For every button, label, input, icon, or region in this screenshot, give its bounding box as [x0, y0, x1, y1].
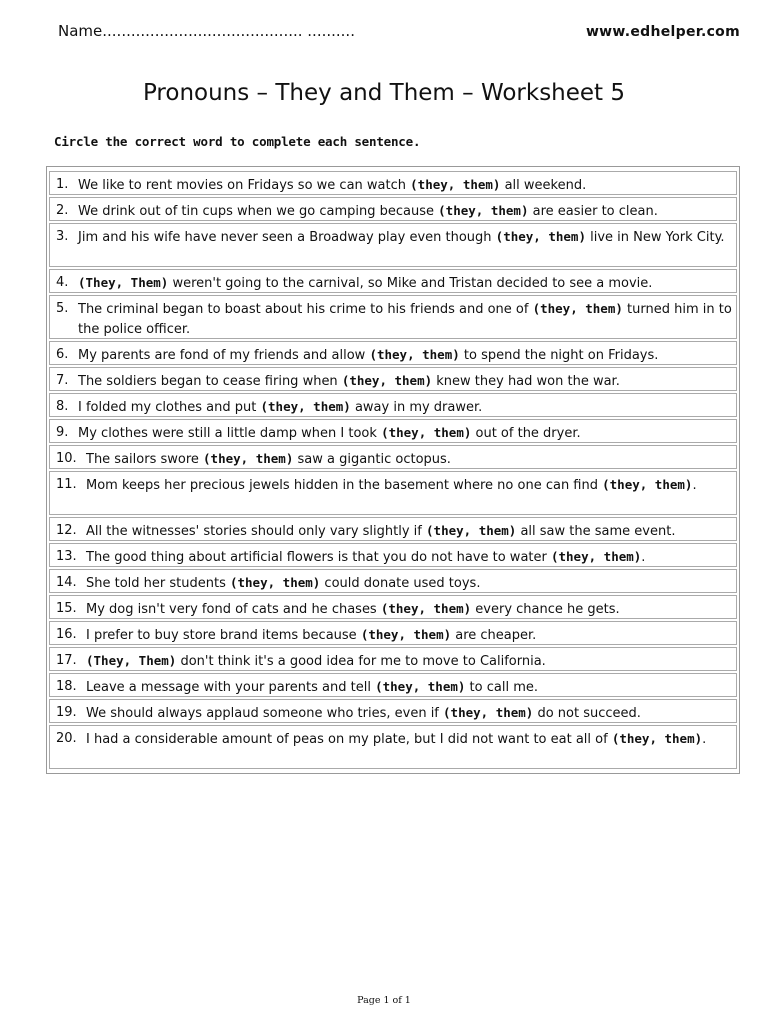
question-row [49, 647, 737, 671]
pronoun-choice[interactable]: (they, them) [381, 425, 472, 440]
sentence-end: don't think it's a good idea for me to move to California. [176, 654, 546, 669]
pronoun-choice[interactable]: (they, them) [550, 549, 642, 564]
pronoun-choice[interactable]: (they, them) [360, 627, 452, 642]
sentence-end: saw a gigantic octopus. [293, 452, 451, 467]
question-row [49, 725, 737, 769]
sentence-end: to spend the night on Fridays. [459, 348, 659, 363]
question-row [49, 171, 737, 195]
pronoun-choice[interactable]: (they, them) [426, 523, 517, 538]
sentence-start: Mom keeps her precious jewels hidden in the basement where no one can find [86, 478, 603, 493]
question-text [86, 573, 732, 589]
sentence-start: The criminal began to boast about his crime to his friends and one of [78, 302, 533, 317]
sentence-start: I had a considerable amount of peas on my plate, but I did not want to eat all of [86, 732, 612, 747]
sentence-end: all weekend. [500, 178, 587, 193]
question-text [78, 397, 732, 413]
sentence-start: My parents are fond of my friends and allow [78, 348, 370, 363]
question-text [86, 729, 732, 765]
pronoun-choice[interactable]: (they, them) [532, 301, 623, 316]
question-number: 11. [56, 477, 77, 492]
instructions: Circle the correct word to complete each sentence. [54, 134, 421, 149]
question-row [49, 223, 737, 267]
pronoun-choice[interactable]: (they, them) [602, 477, 693, 492]
site-url: www.edhelper.com [585, 24, 740, 40]
question-number: 18. [56, 679, 77, 694]
question-text [86, 547, 732, 563]
sentence-end: . [702, 732, 707, 747]
question-row [49, 197, 737, 221]
question-text [78, 227, 732, 263]
sentence-start: My clothes were still a little damp when I took [78, 426, 382, 441]
question-row [49, 471, 737, 515]
sentence-end: do not succeed. [533, 706, 641, 721]
question-text [86, 677, 732, 693]
pronoun-choice[interactable]: (they, them) [203, 451, 294, 466]
worksheet-title: Pronouns – They and Them – Worksheet 5 [142, 80, 626, 106]
sentence-end: out of the dryer. [471, 426, 581, 441]
pronoun-choice[interactable]: (they, them) [375, 679, 466, 694]
pronoun-choice[interactable]: (they, them) [369, 347, 460, 362]
question-row [49, 543, 737, 567]
sentence-end: are easier to clean. [528, 204, 658, 219]
question-table [46, 166, 740, 774]
question-row [49, 367, 737, 391]
sentence-start: We should always applaud someone who tries, even if [86, 706, 444, 721]
sentence-end: turned him in to the police officer. [78, 302, 732, 337]
pronoun-choice[interactable]: (they, them) [410, 177, 501, 192]
pronoun-choice[interactable]: (they, them) [495, 229, 586, 244]
sentence-start: The good thing about artificial flowers is that you do not have to water [86, 550, 551, 565]
sentence-end: to call me. [465, 680, 538, 695]
sentence-start: Leave a message with your parents and tell [86, 680, 376, 695]
question-row [49, 621, 737, 645]
page-footer: Page 1 of 1 [357, 995, 411, 1006]
question-row [49, 595, 737, 619]
question-number: 20. [56, 731, 77, 746]
question-text [86, 599, 732, 615]
question-number: 16. [56, 627, 77, 642]
pronoun-choice[interactable]: (They, Them) [86, 653, 177, 668]
question-text [78, 371, 732, 387]
question-number: 3. [56, 229, 69, 244]
sentence-end: all saw the same event. [516, 524, 676, 539]
question-text [86, 449, 732, 465]
question-number: 4. [56, 275, 69, 290]
sentence-end: are cheaper. [451, 628, 537, 643]
page-header [58, 22, 740, 44]
sentence-end: weren't going to the carnival, so Mike and Tristan decided to see a movie. [168, 276, 653, 291]
question-text [78, 201, 732, 217]
pronoun-choice[interactable]: (They, Them) [78, 275, 169, 290]
question-row [49, 295, 737, 339]
question-row [49, 419, 737, 443]
pronoun-choice[interactable]: (they, them) [611, 731, 703, 746]
question-number: 14. [56, 575, 77, 590]
question-row [49, 393, 737, 417]
sentence-start: Jim and his wife have never seen a Broadway play even though [78, 230, 496, 245]
pronoun-choice[interactable]: (they, them) [260, 399, 351, 414]
question-number: 10. [56, 451, 77, 466]
question-number: 15. [56, 601, 77, 616]
question-number: 2. [56, 203, 69, 218]
pronoun-choice[interactable]: (they, them) [438, 203, 529, 218]
question-row [49, 569, 737, 593]
question-text [86, 703, 732, 719]
sentence-start: We drink out of tin cups when we go camping because [78, 204, 439, 219]
question-row [49, 341, 737, 365]
sentence-start: The sailors swore [86, 452, 204, 467]
question-row [49, 269, 737, 293]
sentence-end: . [692, 478, 697, 493]
question-number: 13. [56, 549, 77, 564]
question-row [49, 517, 737, 541]
pronoun-choice[interactable]: (they, them) [341, 373, 433, 388]
question-text [78, 345, 732, 361]
question-text [86, 651, 732, 667]
sentence-end: away in my drawer. [350, 400, 483, 415]
pronoun-choice[interactable]: (they, them) [380, 601, 472, 616]
question-text [86, 625, 732, 641]
pronoun-choice[interactable]: (they, them) [229, 575, 321, 590]
question-text [86, 475, 732, 511]
sentence-start: The soldiers began to cease firing when [78, 374, 342, 389]
sentence-start: My dog isn't very fond of cats and he chases [86, 602, 381, 617]
question-number: 9. [56, 425, 69, 440]
question-number: 19. [56, 705, 77, 720]
question-number: 1. [56, 177, 69, 192]
question-number: 7. [56, 373, 69, 388]
sentence-start: I prefer to buy store brand items because [86, 628, 361, 643]
question-text [78, 423, 732, 439]
question-number: 17. [56, 653, 77, 668]
question-row [49, 445, 737, 469]
question-text [78, 273, 732, 289]
question-number: 6. [56, 347, 69, 362]
question-text [86, 521, 732, 537]
question-number: 8. [56, 399, 69, 414]
question-number: 12. [56, 523, 77, 538]
sentence-start: We like to rent movies on Fridays so we can watch [78, 178, 411, 193]
sentence-end: . [641, 550, 646, 565]
question-number: 5. [56, 301, 69, 316]
sentence-start: I folded my clothes and put [78, 400, 261, 415]
pronoun-choice[interactable]: (they, them) [443, 705, 534, 720]
sentence-start: She told her students [86, 576, 230, 591]
sentence-start: All the witnesses' stories should only vary slightly if [86, 524, 427, 539]
question-row [49, 673, 737, 697]
question-text [78, 175, 732, 191]
name-label: Name.......................................... .......... [58, 22, 355, 40]
question-text [78, 299, 732, 335]
sentence-end: knew they had won the war. [432, 374, 620, 389]
sentence-end: live in New York City. [585, 230, 725, 245]
sentence-end: could donate used toys. [320, 576, 481, 591]
sentence-end: every chance he gets. [471, 602, 620, 617]
question-row [49, 699, 737, 723]
